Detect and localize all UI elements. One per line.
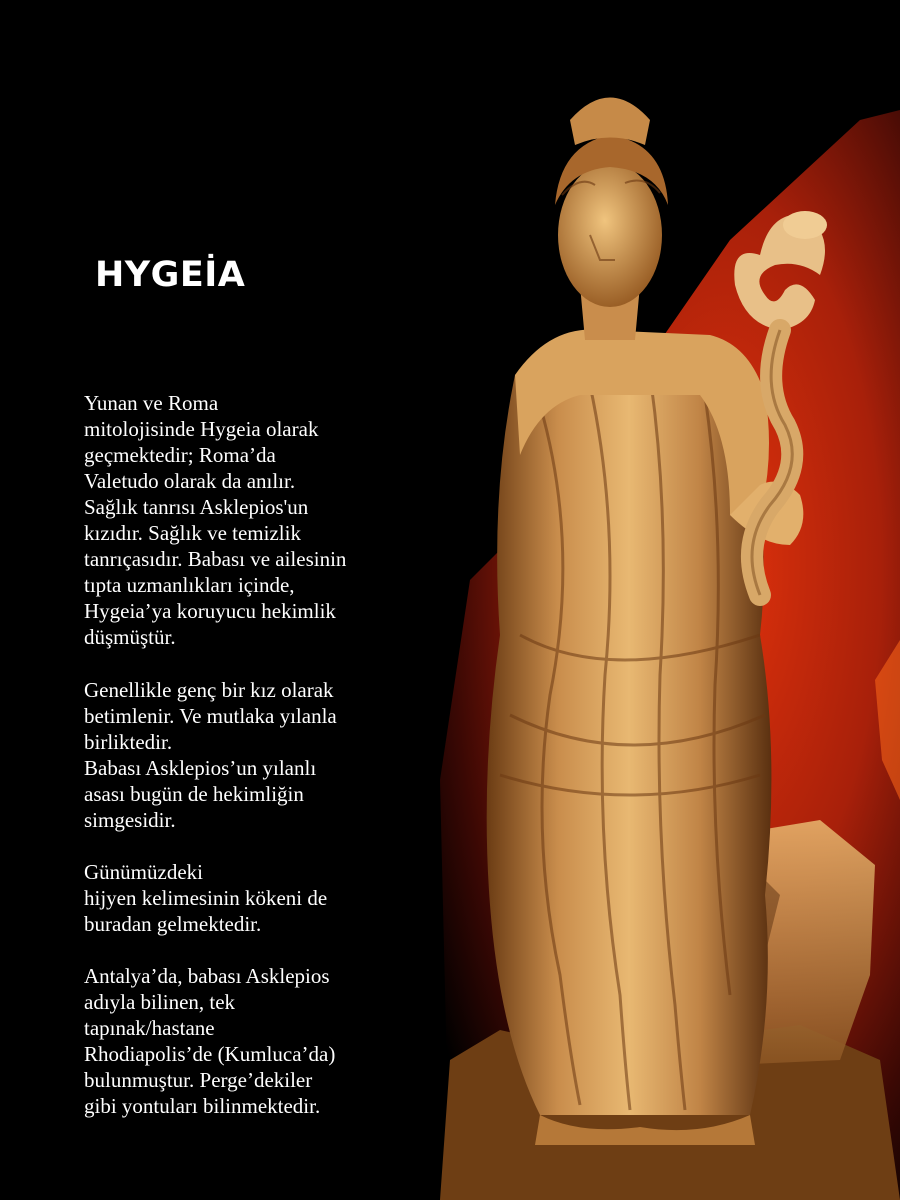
text-line: betimlenir. Ve mutlaka yılanla — [84, 704, 337, 728]
text-line: mitolojisinde Hygeia olarak — [84, 417, 319, 441]
text-line: Rhodiapolis’de (Kumluca’da) — [84, 1042, 336, 1066]
text-line: Günümüzdeki — [84, 860, 203, 884]
text-line: simgesidir. — [84, 808, 176, 832]
text-line: tıpta uzmanlıkları içinde, — [84, 573, 295, 597]
text-line: Genellikle genç bir kız olarak — [84, 678, 334, 702]
text-line: hijyen kelimesinin kökeni de — [84, 886, 328, 910]
text-line: Antalya’da, babası Asklepios — [84, 964, 330, 988]
text-line: geçmektedir; Roma’da — [84, 443, 276, 467]
paragraph-mythology — [84, 390, 404, 650]
text-line: birliktedir. — [84, 730, 173, 754]
text-line: asası bugün de hekimliğin — [84, 782, 304, 806]
hygieia-statue-image — [430, 75, 900, 1200]
text-line: Babası Asklepios’un yılanlı — [84, 756, 317, 780]
paragraph-antalya — [84, 963, 404, 1119]
text-line: kızıdır. Sağlık ve temizlik — [84, 521, 301, 545]
page-title: HYGEİA — [95, 255, 246, 295]
text-line: Hygeia’ya koruyucu hekimlik — [84, 599, 336, 623]
text-line: buradan gelmektedir. — [84, 912, 262, 936]
text-line: tapınak/hastane — [84, 1016, 215, 1040]
text-line: bulunmuştur. Perge’dekiler — [84, 1068, 313, 1092]
text-line: Sağlık tanrısı Asklepios'un — [84, 495, 309, 519]
text-line: tanrıçasıdır. Babası ve ailesinin — [84, 547, 347, 571]
text-line: gibi yontuları bilinmektedir. — [84, 1094, 321, 1118]
text-line: Valetudo olarak da anılır. — [84, 469, 296, 493]
paragraph-etymology — [84, 859, 404, 937]
text-line: adıyla bilinen, tek — [84, 990, 236, 1014]
paragraph-depiction — [84, 677, 404, 833]
text-line: düşmüştür. — [84, 625, 176, 649]
text-line: Yunan ve Roma — [84, 391, 219, 415]
